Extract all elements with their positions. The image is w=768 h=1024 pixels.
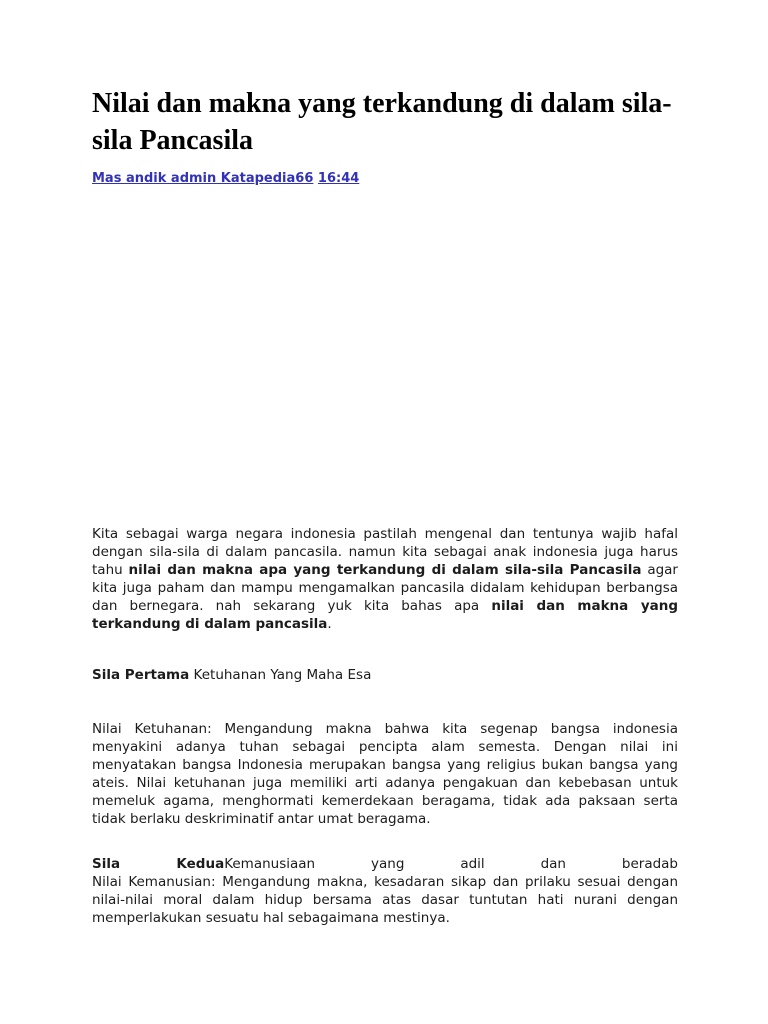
article-title: Nilai dan makna yang terkandung di dalam sila-sila Pancasila bbox=[92, 88, 672, 156]
sila-pertama-title: Ketuhanan Yang Maha Esa bbox=[189, 667, 372, 683]
intro-text-3: . bbox=[327, 616, 332, 632]
sila-kedua-body: Nilai Kemanusian: Mengandung makna, kesadaran sikap dan prilaku sesuai dengan nilai-nilai moral dalam hidup bersama atas dasar tuntutan hati nurani dengan memperlakukan sesuatu hal sebagaimana mestinya. bbox=[92, 874, 678, 926]
sila-kedua-label: Sila Kedua bbox=[92, 856, 225, 872]
sila-kedua-heading-line bbox=[92, 855, 678, 873]
intro-paragraph bbox=[92, 525, 678, 633]
sila-pertama-label: Sila Pertama bbox=[92, 667, 190, 683]
sila-kedua-title: Kemanusiaan yang adil dan beradab bbox=[224, 856, 678, 872]
intro-bold-2: nilai dan makna yang terkandung di dalam pancasila bbox=[92, 598, 679, 632]
intro-text-1: Kita sebagai warga negara indonesia pastilah mengenal dan tentunya wajib hafal dengan sila-sila di dalam pancasila. namun kita sebagai anak indonesia juga harus tahu bbox=[92, 526, 678, 578]
sila-pertama-heading bbox=[92, 666, 678, 684]
sila-kedua-paragraph bbox=[92, 855, 678, 927]
sila-pertama-paragraph: Nilai Ketuhanan: Mengandung makna bahwa kita segenap bangsa indonesia menyakini adanya tuhan sebagai pencipta alam semesta. Dengan nilai ini menyatakan bangsa Indonesia merupakan bangsa yang religius bukan bangsa yang ateis. Nilai ketuhanan juga memiliki arti adanya pengakuan dan kebebasan untuk memeluk agama, menghormati kemerdekaan beragama, tidak ada paksaan serta tidak berlaku deskriminatif antar umat beragama. bbox=[92, 721, 678, 827]
post-time-link[interactable]: 16:44 bbox=[317, 171, 360, 186]
intro-text-2: agar kita juga paham dan mampu mengamalkan pancasila didalam kehidupan berbangsa dan bernegara. nah sekarang yuk kita bahas apa bbox=[92, 562, 678, 614]
byline bbox=[92, 171, 678, 187]
intro-bold-1: nilai dan makna apa yang terkandung di dalam sila-sila Pancasila bbox=[128, 562, 642, 578]
author-link[interactable]: Mas andik admin Katapedia66 bbox=[92, 171, 314, 186]
